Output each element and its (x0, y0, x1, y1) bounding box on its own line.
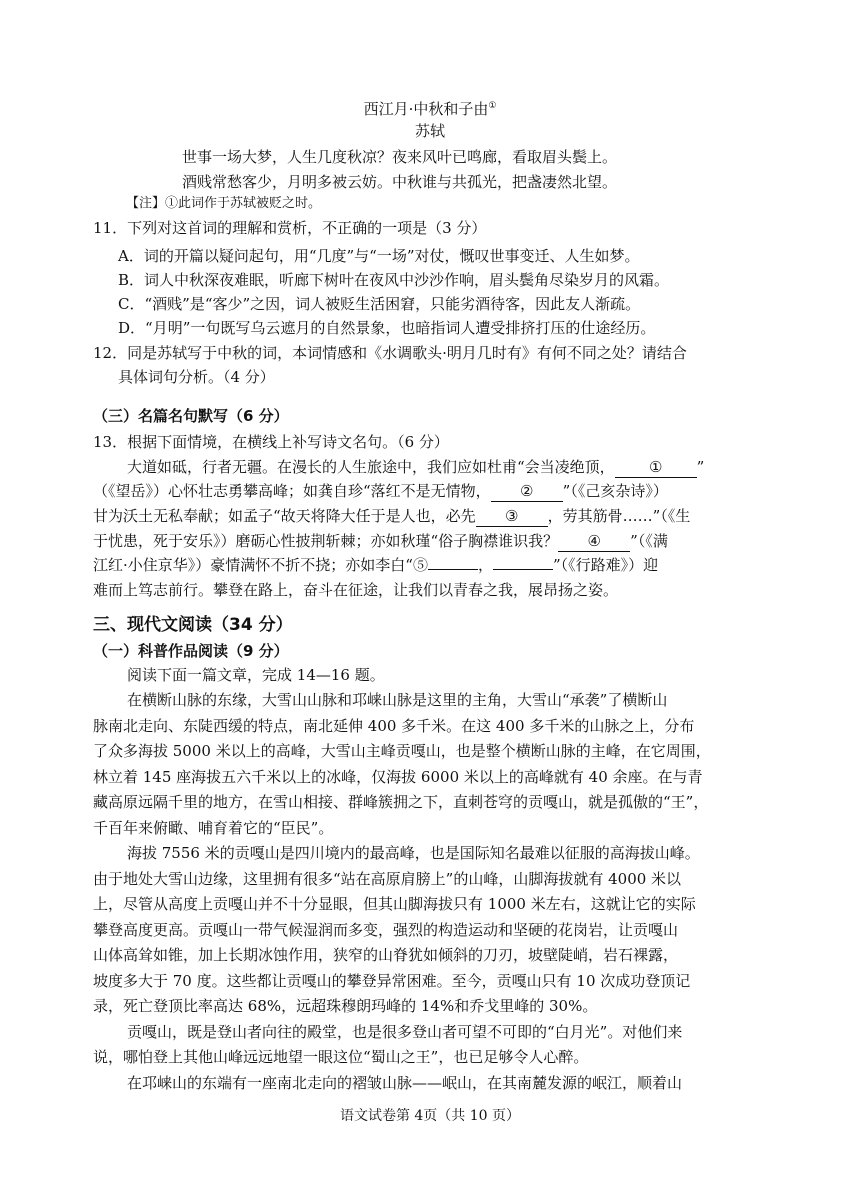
article-line: 千百年来俯瞰、哺育着它的“臣民”。 (93, 819, 334, 837)
poem-line-1: 世事一场大梦，人生几度秋凉？夜来风叶已鸣廊，看取眉头鬓上。 (182, 148, 618, 166)
q11-option-c: C．“酒贱”是“客少”之因，词人被贬生活困窘，只能劣酒待客，因此友人渐疏。 (118, 295, 641, 313)
title-footnote-mark: ① (488, 101, 497, 111)
article-line: 在邛崃山的东端有一座南北走向的褶皱山脉——岷山，在其南麓发源的岷江，顺着山 (127, 1074, 683, 1092)
q11-option-d: D．“月明”一句既写乌云遮月的自然景象，也暗指词人遭受排挤打压的仕途经历。 (118, 319, 656, 337)
section-modern-reading-title: 三、现代文阅读（34 分） (93, 615, 293, 635)
answer-blank-4[interactable]: ④ (558, 531, 630, 552)
q13-stem: 13．根据下面情境，在横线上补写诗文名句。（6 分） (93, 433, 449, 451)
q13-passage-line-1: 大道如砥，行者无疆。在漫长的人生旅途中，我们应如杜甫“会当凌绝顶， ① ” (127, 458, 705, 476)
article-line: 录，死亡登顶比率高达 68%，远超珠穆朗玛峰的 14%和乔戈里峰的 30%。 (93, 997, 598, 1015)
article-line: 攀登高度更高。贡嘎山一带气候湿润而多变，强烈的构造运动和坚硬的花岗岩，让贡嘎山 (93, 921, 679, 939)
q13-passage-line-5: 江红·小住京华》）豪情满怀不折不挠；亦如李白“⑤ ， ”（《行路难》）迎 (93, 556, 659, 574)
article-line: 说，哪怕登上其他山峰远远地望一眼这位“蜀山之王”，也已足够令人心醉。 (93, 1048, 589, 1066)
poem-note: 【注】①此词作于苏轼被贬之时。 (126, 196, 322, 211)
page-footer: 语文试卷第 4页（共 10 页） (339, 1108, 521, 1124)
reading-instruction: 阅读下面一篇文章，完成 14—16 题。 (127, 666, 385, 684)
q12-line-2: 具体词句分析。（4 分） (118, 368, 275, 386)
article-line: 贡嘎山，既是登山者向往的殿堂，也是很多登山者可望不可即的“白月光”。对他们来 (127, 1023, 683, 1041)
answer-blank-1[interactable]: ① (615, 457, 697, 478)
subsection-recitation-title: （三）名篇名句默写（6 分） (93, 407, 289, 425)
q11-option-b: B．词人中秋深夜难眠，听廊下树叶在夜风中沙沙作响，眉头鬓角尽染岁月的风霜。 (118, 271, 670, 289)
q11-stem: 11．下列对这首词的理解和赏析，不正确的一项是（3 分） (93, 219, 487, 237)
article-line: 海拔 7556 米的贡嘎山是四川境内的最高峰，也是国际知名最难以征服的高海拔山峰。 (127, 844, 700, 862)
article-line: 上，尽管从高度上贡嘎山并不十分显眼，但其山脚海拔只有 1000 米左右，这就让它的实际 (93, 895, 696, 913)
article-line: 坡度多大于 70 度。这些都让贡嘎山的攀登异常困难。至今，贡嘎山只有 10 次成功登顶记 (93, 972, 691, 990)
q13-passage-line-4: 于忧患，死于安乐》）磨砺心性披荆斩棘；亦如秋瑾“俗子胸襟谁识我？ ④ ”（《满 (93, 532, 668, 550)
q13-passage-line-3: 甘为沃土无私奉献；如孟子“故天将降大任于是人也，必先 ③ ，劳其筋骨……”（《生 (93, 507, 691, 525)
article-line: 在横断山脉的东缘，大雪山山脉和邛崃山脉是这里的主角，大雪山“承袭”了横断山 (127, 691, 668, 709)
answer-blank-5a[interactable] (428, 569, 478, 570)
answer-blank-5b[interactable] (493, 569, 553, 570)
q13-passage-line-6: 难而上笃志前行。攀登在路上，奋斗在征途，让我们以青春之我，展昂扬之姿。 (93, 581, 619, 599)
answer-blank-2[interactable]: ② (491, 481, 563, 502)
q12-line-1: 12．同是苏轼写于中秋的词，本词情感和《水调歌头·明月几时有》有何不同之处？请结合 (93, 344, 687, 362)
poem-line-2: 酒贱常愁客少，月明多被云妨。中秋谁与共孤光，把盏凄然北望。 (182, 173, 618, 191)
article-line: 了众多海拔 5000 米以上的高峰，大雪山主峰贡嘎山，也是整个横断山脉的主峰，在它周围， (93, 742, 711, 760)
answer-blank-3[interactable]: ③ (476, 506, 548, 527)
poem-author: 苏轼 (414, 122, 445, 140)
article-line: 藏高原远隔千里的地方，在雪山相接、群峰簇拥之下，直刺苍穹的贡嘎山，就是孤傲的“王”， (93, 793, 709, 811)
subsection-science-reading-title: （一）科普作品阅读（9 分） (93, 642, 289, 660)
article-line: 由于地处大雪山边缘，这里拥有很多“站在高原肩膀上”的山峰，山脚海拔就有 4000 米以 (93, 870, 682, 888)
poem-title: 西江月·中秋和子由① (363, 100, 497, 118)
article-line: 林立着 145 座海拔五六千米以上的冰峰，仅海拔 6000 米以上的高峰就有 40 余座。在与青 (93, 768, 703, 786)
article-line: 山体高耸如锥，加上长期冰蚀作用，狭窄的山脊犹如倾斜的刀刃，坡壁陡峭，岩石裸露， (93, 946, 679, 964)
q11-option-a: A．词的开篇以疑问起句，用“几度”与“一场”对仗，慨叹世事变迁、人生如梦。 (118, 247, 640, 265)
q13-passage-line-2: （《望岳》）心怀壮志勇攀高峰；如龚自珍“落红不是无情物， ② ”（《己亥杂诗》） (93, 482, 668, 500)
article-line: 脉南北走向、东陡西缓的特点，南北延伸 400 多千米。在这 400 多千米的山脉之上，分布 (93, 717, 695, 735)
